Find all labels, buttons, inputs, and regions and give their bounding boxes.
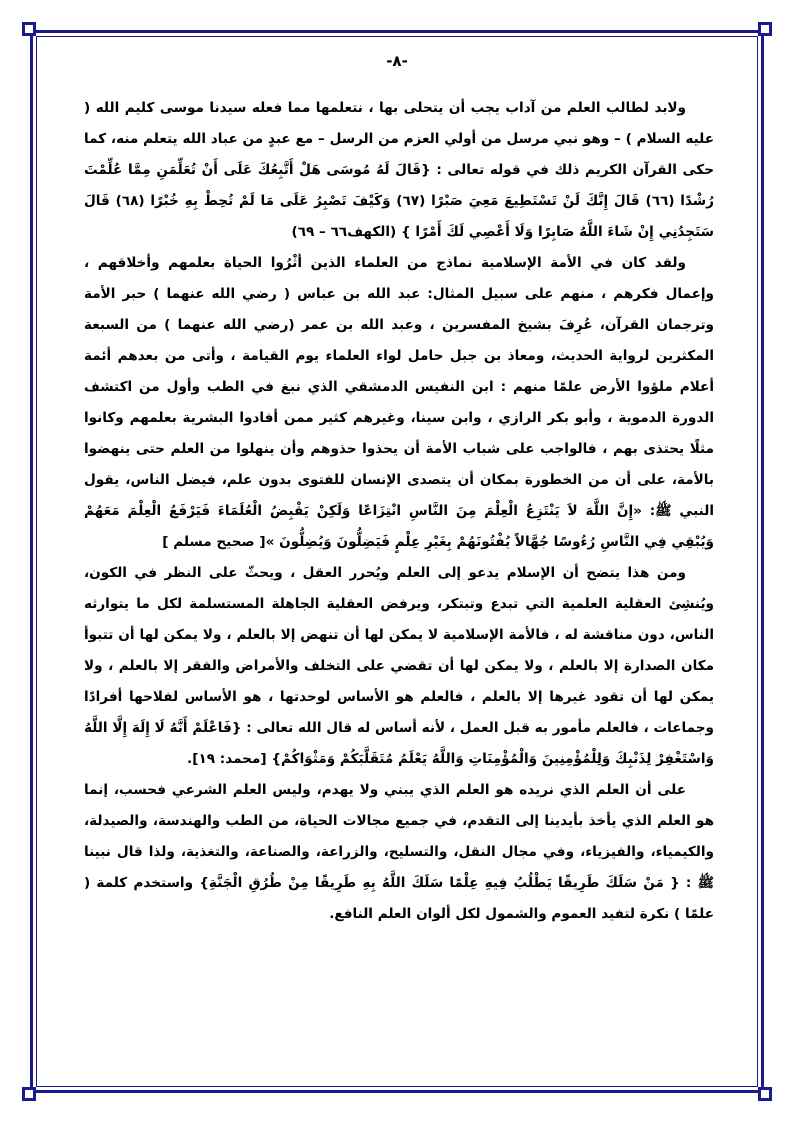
- paragraph-useful-knowledge: على أن العلم الذي نريده هو العلم الذي يبني ولا يهدم، وليس العلم الشرعي فحسب، إنما هو العلم الذي يأخذ بأيدينا إلى التقدم، في جميع مجالات الحياة، من الطب والهندسة، والصيدلة، والكيمياء، والفيزياء، وفي مجال النقل، والتسليح، والزراعة، والصناعة، والتغذية، ولذا قال نبينا ﷺ : { مَنْ سَلَكَ طَرِيقًا يَطْلُبُ فِيهِ عِلْمًا سَلَكَ اللَّهُ بِهِ طَرِيقًا مِنْ طُرُقِ الْجَنَّةِ} واستخدم كلمة ( علمًا ) نكرة لتفيد العموم والشمول لكل ألوان العلم النافع.: [84, 782, 714, 922]
- border-corner-ornament: [22, 1087, 36, 1101]
- page-number: -٨-: [386, 52, 408, 70]
- border-corner-ornament: [758, 1087, 772, 1101]
- paragraph-islam-science: ومن هذا يتضح أن الإسلام يدعو إلى العلم ويُحرر العقل ، ويحثّ على النظر في الكون، ويُنشِئ العقلية العلمية التي تبدع وتبتكر، ويرفض العقلية الجاهلة المستسلمة لكل ما يتوارثه الناس، دون مناقشة له ، فالأمة الإسلامية لا يمكن لها أن تنهض إلا بالعلم ، ولا يمكن لها أن تتبوأ مكان الصدارة إلا بالعلم ، ولا يمكن لها أن تقضي على التخلف والأمراض والفقر إلا بالعلم ، ولا يمكن لها أن تقود غيرها إلا بالعلم ، فالعلم هو الأساس لوحدتها ، هو الأساس لفلاحها أفرادًا وجماعات ، فالعلم مأمور به قبل العمل ، لأنه أساس له قال الله تعالى : {فَاعْلَمْ أَنَّهُ لَا إِلَهَ إِلَّا اللَّهُ وَاسْتَغْفِرْ لِذَنْبِكَ وَلِلْمُؤْمِنِينَ وَالْمُؤْمِنَاتِ وَاللَّهُ يَعْلَمُ مُتَقَلَّبَكُمْ وَمَثْوَاكُمْ} [محمد: ١٩].: [84, 565, 714, 767]
- paragraph-moses-etiquette: ولابد لطالب العلم من آداب يجب أن يتحلى بها ، نتعلمها مما فعله سيدنا موسى كليم الله ( عليه السلام ) – وهو نبي مرسل من أولي العزم من الرسل – مع عبدٍ من عباد الله يتعلم منه، كما حكى القرآن الكريم ذلك في قوله تعالى : {قَالَ لَهُ مُوسَى هَلْ أَتَّبِعُكَ عَلَى أَنْ تُعَلِّمَنِ مِمَّا عُلِّمْتَ رُشْدًا (٦٦) قَالَ إِنَّكَ لَنْ تَسْتَطِيعَ مَعِيَ صَبْرًا (٦٧) وَكَيْفَ تَصْبِرُ عَلَى مَا لَمْ تُحِطْ بِهِ خُبْرًا (٦٨) قَالَ سَتَجِدُنِي إِنْ شَاءَ اللَّهُ صَابِرًا وَلَا أَعْصِي لَكَ أَمْرًا } (الكهف٦٦ – ٦٩): [84, 100, 715, 240]
- paragraph-scholars: ولقد كان في الأمة الإسلامية نماذج من العلماء الذين أثْرُوا الحياة بعلمهم وأخلاقهم ، وإعمال فكرهم ، منهم على سبيل المثال: عبد الله بن عباس ( رضي الله عنهما ) حبر الأمة وترجمان القرآن، عُرِفَ بشيخ المفسرين ، وعبد الله بن عمر (رضي الله عنهما ) من السبعة المكثرين لرواية الحديث، ومعاذ بن جبل حامل لواء العلماء يوم القيامة ، وأتى من بعدهم أئمة أعلام ملؤوا الأرض علمًا منهم : ابن النفيس الدمشقي الذي نبغ في الطب وأول من اكتشف الدورة الدموية ، وأبو بكر الرازي ، وابن سينا، وغيرهم كثير ممن أفادوا البشرية بعلمهم وكانوا مثلًا يحتذى بهم ، فالواجب على شباب الأمة أن يحذوا حذوهم وأن ينهلوا من العلم حتى ينهضوا بالأمة، على أن من الخطورة بمكان أن يتصدى الإنسان للفتوى بدون علم، فيضل الناس، يقول النبي ﷺ: «إِنَّ اللَّهَ لاَ يَنْتَزِعُ الْعِلْمَ مِنَ النَّاسِ انْتِزَاعًا وَلَكِنْ يَقْبِضُ الْعُلَمَاءَ فَيَرْفَعُ الْعِلْمَ مَعَهُمْ وَيُبْقِي فِي النَّاسِ رُءُوسًا جُهَّالاً يُفْتُونَهُمْ بِغَيْرِ عِلْمٍ فَيَضِلُّونَ وَيُضِلُّونَ »[ صحيح مسلم ]: [84, 255, 714, 550]
- border-corner-ornament: [758, 22, 772, 36]
- page-body: [84, 93, 714, 930]
- border-corner-ornament: [22, 22, 36, 36]
